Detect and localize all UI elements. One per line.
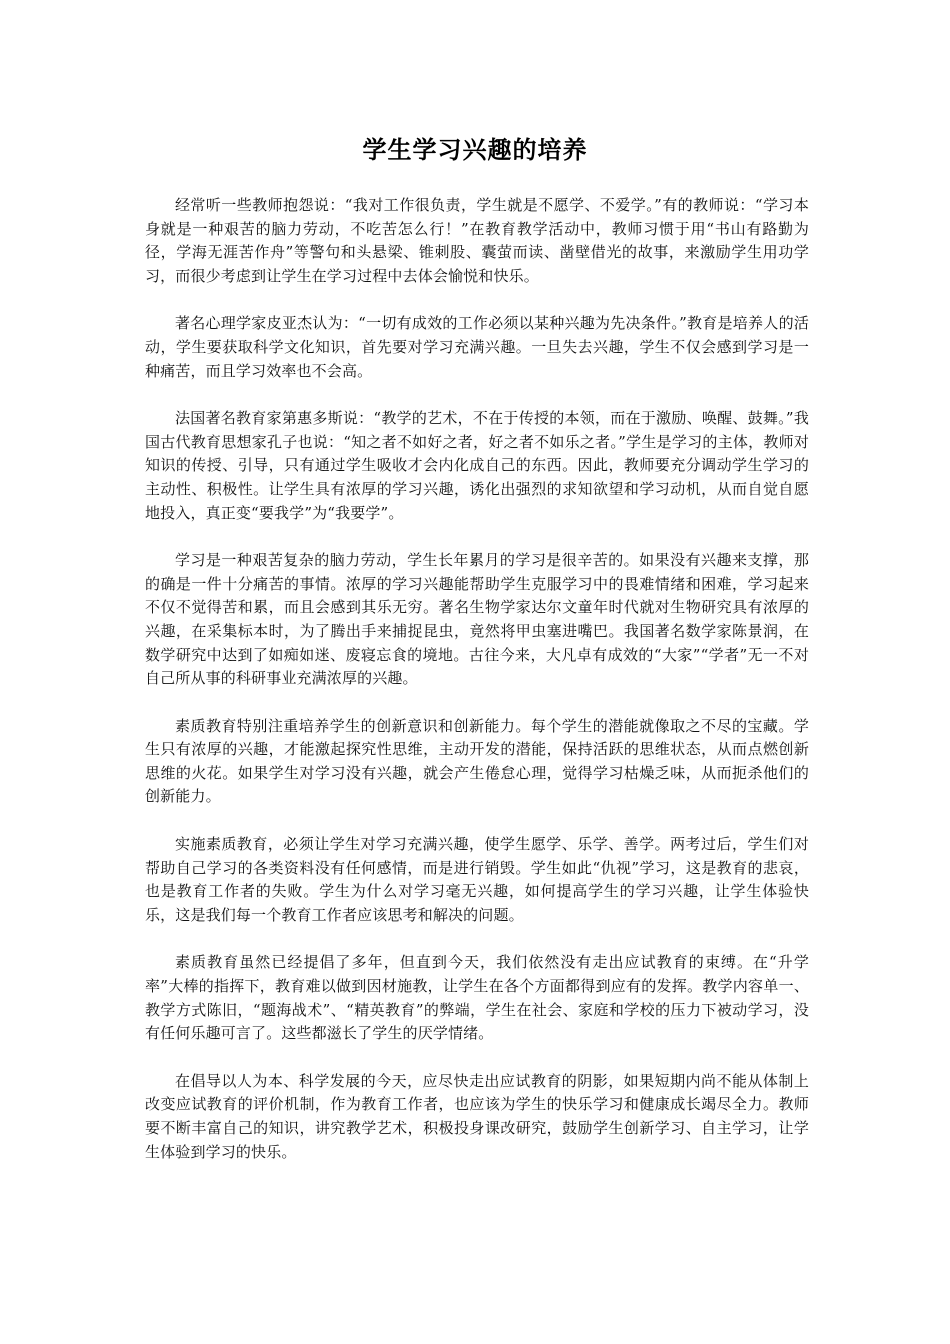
paragraph-4: 学习是一种艰苦复杂的脑力劳动，学生长年累月的学习是很辛苦的。如果没有兴趣来支撑，那的确是一件十分痛苦的事情。浓厚的学习兴趣能帮助学生克服学习中的畏难情绪和困难，学习起来不仅不觉得苦和累，而且会感到其乐无穷。著名生物学家达尔文童年时代就对生物研究具有浓厚的兴趣，在采集标本时，为了腾出手来捕捉昆虫，竟然将甲虫塞进嘴巴。我国著名数学家陈景润，在数学研究中达到了如痴如迷、废寝忘食的境地。古往今来，大凡卓有成效的“大家”“学者”无一不对自己所从事的科研事业充满浓厚的兴趣。	[145, 551, 809, 688]
paragraph-7: 素质教育虽然已经提倡了多年，但直到今天，我们依然没有走出应试教育的束缚。在“升学率”大棒的指挥下，教育难以做到因材施教，让学生在各个方面都得到应有的发挥。教学内容单一、教学方式陈旧，“题海战术”、“精英教育”的弊端，学生在社会、家庭和学校的压力下被动学习，没有任何乐趣可言了。这些都滋长了学生的厌学情绪。	[145, 953, 809, 1043]
paragraph-8: 在倡导以人为本、科学发展的今天，应尽快走出应试教育的阴影，如果短期内尚不能从体制上改变应试教育的评价机制，作为教育工作者，也应该为学生的快乐学习和健康成长竭尽全力。教师要不断丰富自己的知识，讲究教学艺术，积极投身课改研究，鼓励学生创新学习、自主学习，让学生体验到学习的快乐。	[145, 1071, 809, 1161]
document-title: 学生学习兴趣的培养	[362, 136, 588, 164]
document-body	[145, 194, 809, 1164]
paragraph-2: 著名心理学家皮亚杰认为：“一切有成效的工作必须以某种兴趣为先决条件。”教育是培养人的活动，学生要获取科学文化知识，首先要对学习充满兴趣。一旦失去兴趣，学生不仅会感到学习是一种痛苦，而且学习效率也不会高。	[145, 314, 809, 380]
paragraph-3: 法国著名教育家第惠多斯说：“教学的艺术，不在于传授的本领，而在于激励、唤醒、鼓舞。”我国古代教育思想家孔子也说：“知之者不如好之者，好之者不如乐之者。”学生是学习的主体，教师对知识的传授、引导，只有通过学生吸收才会内化成自己的东西。因此，教师要充分调动学生学习的主动性、积极性。让学生具有浓厚的学习兴趣，诱化出强烈的求知欲望和学习动机，从而自觉自愿地投入，真正变“要我学”为“我要学”。	[145, 409, 809, 522]
paragraph-1: 经常听一些教师抱怨说：“我对工作很负责，学生就是不愿学、不爱学。”有的教师说：“学习本身就是一种艰苦的脑力劳动，不吃苦怎么行！”在教育教学活动中，教师习惯于用“书山有路勤为径，学海无涯苦作舟”等警句和头悬梁、锥刺股、囊萤而读、凿壁借光的故事，来激励学生用功学习，而很少考虑到让学生在学习过程中去体会愉悦和快乐。	[145, 196, 809, 285]
paragraph-6: 实施素质教育，必须让学生对学习充满兴趣，使学生愿学、乐学、善学。两考过后，学生们对帮助自己学习的各类资料没有任何感情，而是进行销毁。学生如此“仇视”学习，这是教育的悲哀，也是教育工作者的失败。学生为什么对学习毫无兴趣，如何提高学生的学习兴趣，让学生体验快乐，这是我们每一个教育工作者应该思考和解决的问题。	[145, 835, 809, 924]
paragraph-5: 素质教育特别注重培养学生的创新意识和创新能力。每个学生的潜能就像取之不尽的宝藏。学生只有浓厚的兴趣，才能激起探究性思维，主动开发的潜能，保持活跃的思维状态，从而点燃创新思维的火花。如果学生对学习没有兴趣，就会产生倦怠心理，觉得学习枯燥乏味，从而扼杀他们的创新能力。	[145, 716, 809, 806]
